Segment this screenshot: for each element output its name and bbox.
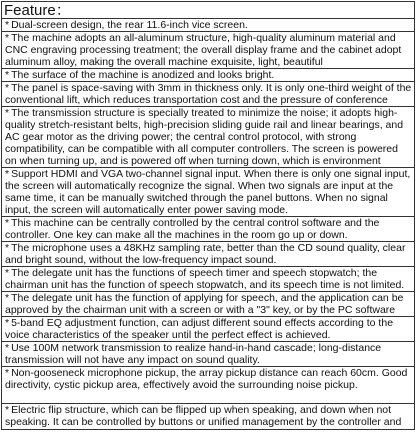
feature-text: The machine adopts an all-aluminum structure, high-quality aluminum material and CNC engraving processing treatment; the overall display frame and the cabinet adopt aluminum alloy, making the overall machine exquisite, light, beautiful bbox=[5, 32, 402, 68]
feature-row bbox=[2, 217, 414, 242]
bullet-symbol: * bbox=[5, 317, 10, 329]
feature-row bbox=[2, 168, 414, 217]
feature-text: The transmission structure is specially treated to minimize the noise; it adopts high-quality stretch-resistant belts, high-precision sliding guide rail and linear bearings, and AC gear motor as the driving power; the central control protocol, with strong compatibility, can be compatible with all computer controllers. The screen is powered on when turning up, and is powered off when turning down, which is environment bbox=[5, 107, 404, 167]
bullet-symbol: * bbox=[5, 32, 10, 44]
feature-row bbox=[2, 82, 414, 107]
feature-text: The delegate unit has the functions of speech timer and speech stopwatch; the chairman unit has the function of speech stopwatch, and its speech time is not limited. bbox=[5, 267, 405, 291]
bullet-symbol: * bbox=[5, 107, 10, 119]
feature-heading bbox=[2, 2, 414, 19]
bullet-symbol: * bbox=[5, 82, 10, 94]
feature-row bbox=[2, 19, 414, 32]
feature-row bbox=[2, 32, 414, 69]
feature-table bbox=[1, 1, 415, 430]
feature-row bbox=[2, 317, 414, 342]
feature-text: Use 100M network transmission to realize hand-in-hand cascade; long-distance transmission will not have any impact on sound quality. bbox=[5, 342, 382, 366]
feature-text: The delegate unit has the function of applying for speech, and the application can be approved by the chairman unit with a screen or with a "3" key, or by the PC software bbox=[5, 292, 404, 316]
feature-text: Electric flip structure, which can be flipped up when speaking, and down when not speaking. It can be controlled by buttons or unified management by the controller and bbox=[5, 404, 402, 428]
bullet-symbol: * bbox=[5, 19, 10, 31]
feature-text: The microphone uses a 48KHz sampling rate, better than the CD sound quality, clear and bright sound, without the low-frequency impact sound. bbox=[5, 242, 406, 266]
feature-row bbox=[2, 367, 414, 404]
bullet-symbol: * bbox=[5, 242, 10, 254]
feature-text: Non-gooseneck microphone pickup, the array pickup distance can reach 60cm. Good directivity, cystic pickup area, effectively avoid the surrounding noise pickup. bbox=[5, 367, 408, 391]
feature-text: Dual-screen design, the rear 11.6-inch vice screen. bbox=[11, 19, 248, 31]
feature-text: The panel is space-saving with 3mm in thickness only. It is only one-third weight of the conventional lift, which reduces transportation cost and the pressure of conference bbox=[5, 82, 412, 106]
feature-row bbox=[2, 267, 414, 292]
feature-text: 5-band EQ adjustment function, can adjust different sound effects according to the voice characteristics of the speaker until the perfect effect is achieved. bbox=[5, 317, 394, 341]
feature-row bbox=[2, 404, 414, 429]
bullet-symbol: * bbox=[5, 367, 10, 379]
feature-row bbox=[2, 69, 414, 82]
bullet-symbol: * bbox=[5, 342, 10, 354]
feature-row bbox=[2, 292, 414, 317]
feature-text: The surface of the machine is anodized and looks bright. bbox=[11, 69, 275, 81]
feature-row bbox=[2, 242, 414, 267]
bullet-symbol: * bbox=[5, 168, 10, 180]
feature-row bbox=[2, 107, 414, 168]
feature-row bbox=[2, 342, 414, 367]
feature-text: This machine can be centrally controlled by the central control software and the controller. One key can make all the machines in the room go up or down. bbox=[5, 217, 380, 241]
bullet-symbol: * bbox=[5, 217, 10, 229]
bullet-symbol: * bbox=[5, 267, 10, 279]
feature-heading-text: Feature： bbox=[4, 2, 71, 19]
bullet-symbol: * bbox=[5, 292, 10, 304]
bullet-symbol: * bbox=[5, 69, 10, 81]
feature-text: Support HDMI and VGA two-channel signal input. When there is only one signal input, the screen will automatically recognize the signal. When two signals are input at the same time, it can be manually switched through the panel buttons. When no signal input, the screen will automatically enter power saving mode. bbox=[5, 168, 411, 216]
bullet-symbol: * bbox=[5, 404, 10, 416]
